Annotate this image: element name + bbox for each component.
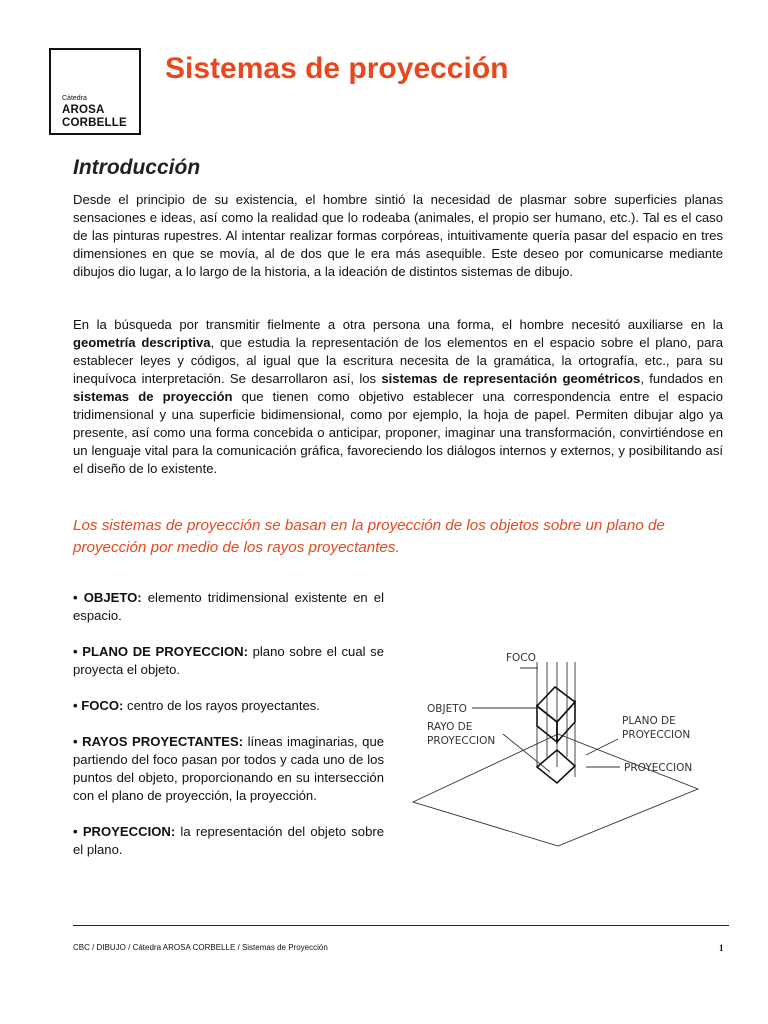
object-cube [537, 687, 575, 742]
p2-bold-1: geometría descriptiva [73, 335, 211, 350]
intro-paragraph-1: Desde el principio de su existencia, el hombre sintió la necesidad de plasmar sobre superficies planas sensaciones e ideas, así como la realidad que lo rodeaba (animales, el propio ser humano, etc.). Tal es el caso de las pinturas rupestres. Al intentar realizar formas corpóreas, intuitivamente quería pasar del espacio en tres dimensiones en que se movía, al de dos que le era más asequible. Este deseo por comunicarse mediante dibujos dio lugar, a lo largo de la historia, a la ideación de distintos sistemas de dibujo. [73, 192, 723, 279]
definition-text: líneas imaginarias, que partiendo del foco pasan por todos y cada uno de los puntos del objeto, proporcionando en su intersección con el plano de proyección, la proyección. [73, 734, 385, 803]
p2-text-3: , fundados en [640, 371, 723, 386]
page-title: Sistemas de proyección [165, 52, 509, 85]
definition-objeto [73, 589, 384, 625]
p2-text-2: , que estudia la representación de los elementos en el espacio sobre el plano, para establecer leyes y códigos, al igual que la escritura necesita de la gramática, la ortografía, etc., para su inequívoca interpretación. Se desarrollaron así, los [73, 335, 724, 386]
label-proyeccion: PROYECCION [624, 762, 693, 774]
definition-proyeccion [73, 823, 384, 859]
label-plano-1: PLANO DE [622, 715, 676, 727]
p2-bold-3: sistemas de proyección [73, 389, 233, 404]
intro-paragraph-2 [73, 316, 723, 478]
bullet: • [73, 590, 78, 605]
label-foco: FOCO [506, 652, 536, 664]
label-plano-2: PROYECCION [622, 729, 691, 741]
logo-small-text: Cátedra [62, 95, 87, 102]
projection-diagram [408, 642, 708, 852]
page-number: 1 [719, 943, 724, 953]
definition-text: centro de los rayos proyectantes. [123, 698, 320, 713]
label-objeto: OBJETO [427, 703, 467, 715]
definition-text: plano sobre el cual se proyecta el objeto. [73, 644, 385, 677]
leader-line [503, 734, 550, 772]
definition-term: PROYECCION: [82, 824, 176, 839]
definition-term: FOCO: [81, 698, 124, 713]
bullet: • [73, 644, 78, 659]
definition-foco [73, 697, 384, 715]
logo-line-arosa: AROSA [62, 104, 105, 116]
bullet: • [73, 734, 78, 749]
definition-term: PLANO DE PROYECCION: [82, 644, 248, 659]
definition-term: OBJETO: [83, 590, 142, 605]
bullet: • [73, 698, 78, 713]
section-title: Introducción [73, 156, 201, 179]
footer-rule [73, 925, 729, 926]
p2-bold-2: sistemas de representación geométricos [381, 371, 641, 386]
catedra-logo [49, 48, 141, 135]
p2-text-1: En la búsqueda por transmitir fielmente a otra persona una forma, el hombre necesitó auxiliarse en la [73, 317, 723, 332]
logo-line-corbelle: CORBELLE [62, 117, 127, 129]
highlight-statement: Los sistemas de proyección se basan en la proyección de los objetos sobre un plano de proyección por medio de los rayos proyectantes. [73, 517, 665, 556]
definitions-list [73, 589, 384, 877]
footer-text: CBC / DIBUJO / Cátedra AROSA CORBELLE / Sistemas de Proyección [73, 943, 328, 952]
bullet: • [73, 824, 78, 839]
logo-name [62, 104, 127, 130]
label-rayo-1: RAYO DE [427, 721, 473, 733]
definition-text: elemento tridimensional existente en el espacio. [73, 590, 384, 623]
label-rayo-2: PROYECCION [427, 735, 496, 747]
definition-text: la representación del objeto sobre el plano. [73, 824, 384, 857]
definition-plano [73, 643, 384, 679]
definition-term: RAYOS PROYECTANTES: [82, 734, 244, 749]
p2-text-4: que tienen como objetivo establecer una correspondencia entre el espacio tridimensional y una superficie bidimensional, como por ejemplo, la hoja de papel. Permiten dibujar algo ya presente, así como una forma concebida o anticipar, proponer, imaginar una transformación, convirtiéndose en un lenguaje vital para la comunicación gráfica, favoreciendo los diálogos internos y externos, y posibilitando así el diseño de lo existente. [73, 389, 723, 476]
definition-rayos [73, 733, 384, 805]
